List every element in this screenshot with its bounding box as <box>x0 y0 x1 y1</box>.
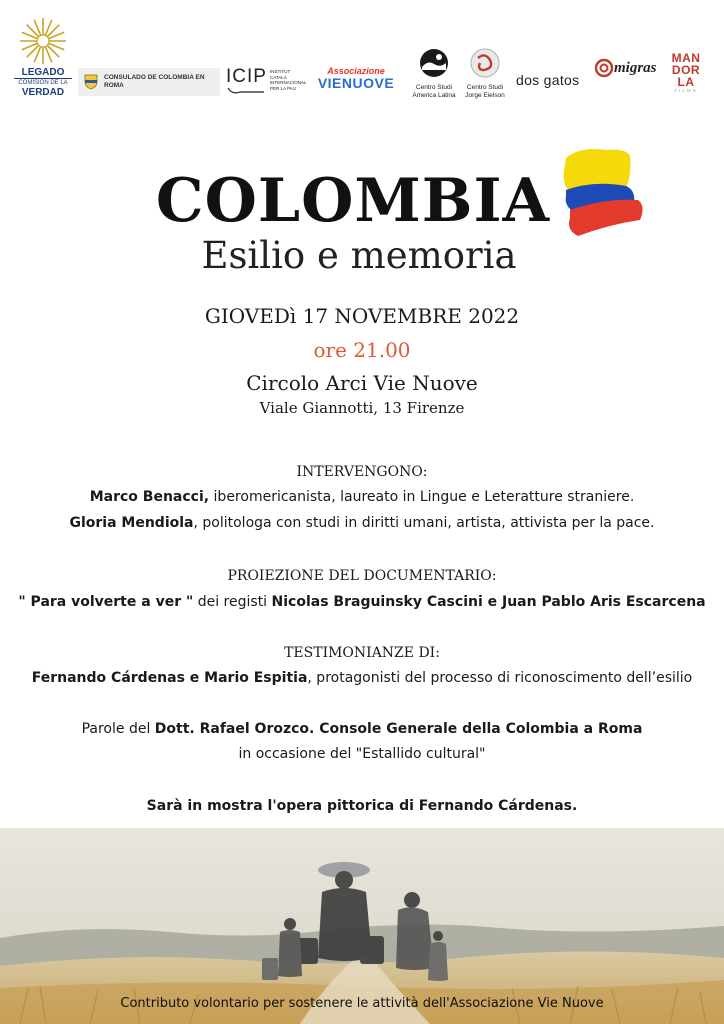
spiral-icon <box>594 58 614 78</box>
exhibition-line: Sarà in mostra l'opera pittorica di Fernando Cárdenas. <box>146 798 578 814</box>
migras-logo <box>594 58 657 78</box>
event-date: GIOVEDì 17 NOVEMBRE 2022 <box>204 304 520 328</box>
migras-text: migras <box>614 59 657 76</box>
documentary-title: " Para volverte a ver " <box>18 594 194 610</box>
csje-caption: Centro Studi Jorge Eielson <box>465 84 505 99</box>
verdad-text: VERDAD <box>21 87 65 98</box>
mandorla-films-logo <box>666 52 706 93</box>
speaker-1 <box>0 489 724 505</box>
event-address: Viale Giannotti, 13 Firenze <box>259 399 465 417</box>
speaker-1-name: Marco Benacci, <box>89 489 210 505</box>
proiezione-heading: PROIEZIONE DEL DOCUMENTARIO: <box>227 568 497 584</box>
event-time: ore 21.00 <box>313 338 411 362</box>
sun-emblem-icon <box>18 16 68 66</box>
dos-gatos-text: dos gatos <box>516 72 580 88</box>
coat-of-arms-icon <box>84 74 98 90</box>
centro-studi-jorge-eielson-logo <box>460 48 510 99</box>
icip-fullname: INSTITUT CATALÀ INTERNACIONAL PER LA PAU <box>269 69 307 91</box>
icip-acronym: ICIP <box>226 66 267 87</box>
mandorla-line3: LA <box>677 75 695 89</box>
speaker-2-desc: , politologa con studi in diritti umani, artista, attivista per la pace. <box>193 515 655 531</box>
speaker-1-desc: iberomericanista, laureato in Lingue e Leteratture straniere. <box>209 489 635 505</box>
intervengono-heading: INTERVENGONO: <box>296 464 428 480</box>
mandorla-line2: DOR <box>671 63 701 77</box>
icip-swoosh-icon <box>226 86 266 96</box>
testimonianze-heading: TESTIMONIANZE DI: <box>284 645 440 661</box>
consul-words-pre: Parole del <box>81 721 155 737</box>
knot-circle-icon <box>470 48 500 78</box>
watercolor-painting-migrants <box>0 828 724 1024</box>
speaker-2-name: Gloria Mendiola <box>69 515 194 531</box>
event-venue: Circolo Arci Vie Nuove <box>246 371 478 395</box>
vie-nuove-logo <box>314 66 398 92</box>
mandorla-line1: MAN <box>671 51 701 65</box>
poster-title: COLOMBIA <box>155 166 551 236</box>
dos-gatos-logo <box>516 70 579 89</box>
documentary-mid: dei registi <box>193 594 272 610</box>
consulado-colombia-logo <box>78 68 220 96</box>
footer-contribution: Contributo volontario per sostenere le attività dell'Associazione Vie Nuove <box>120 996 604 1011</box>
documentary-line <box>0 594 724 610</box>
occasion-line: in occasione del "Estallido cultural" <box>238 746 486 762</box>
csal-caption: Centro Studi America Latina <box>412 84 456 99</box>
centro-studi-america-latina-logo <box>408 48 460 99</box>
mandorla-films-text: FILMS <box>674 88 698 93</box>
speaker-2 <box>0 515 724 531</box>
documentary-directors: Nicolas Braguinsky Cascini e Juan Pablo Aris Escarcena <box>271 594 706 610</box>
legado-comision-verdad-logo <box>14 16 72 98</box>
landscape-circle-icon <box>419 48 449 78</box>
witnesses-desc: , protagonisti del processo di riconoscimento dell’esilio <box>307 670 693 686</box>
witnesses-names: Fernando Cárdenas e Mario Espitia <box>31 670 308 686</box>
consul-name: Dott. Rafael Orozco. Console Generale della Colombia a Roma <box>154 721 643 737</box>
consul-words-line <box>0 721 724 737</box>
legado-text: LEGADO <box>21 67 65 78</box>
poster-subtitle: Esilio e memoria <box>201 234 517 277</box>
partner-logos <box>0 0 724 130</box>
witnesses-line <box>0 670 724 686</box>
vienuove-association-text: Associazione <box>327 66 385 76</box>
icip-logo <box>226 66 307 98</box>
consulado-text: CONSULADO DE COLOMBIA EN ROMA <box>104 74 205 89</box>
colombia-flag-brushstroke-icon <box>560 144 650 240</box>
vienuove-name-text: VIENUOVE <box>317 75 395 91</box>
comision-text: COMISIÓN DE LA <box>14 78 72 87</box>
